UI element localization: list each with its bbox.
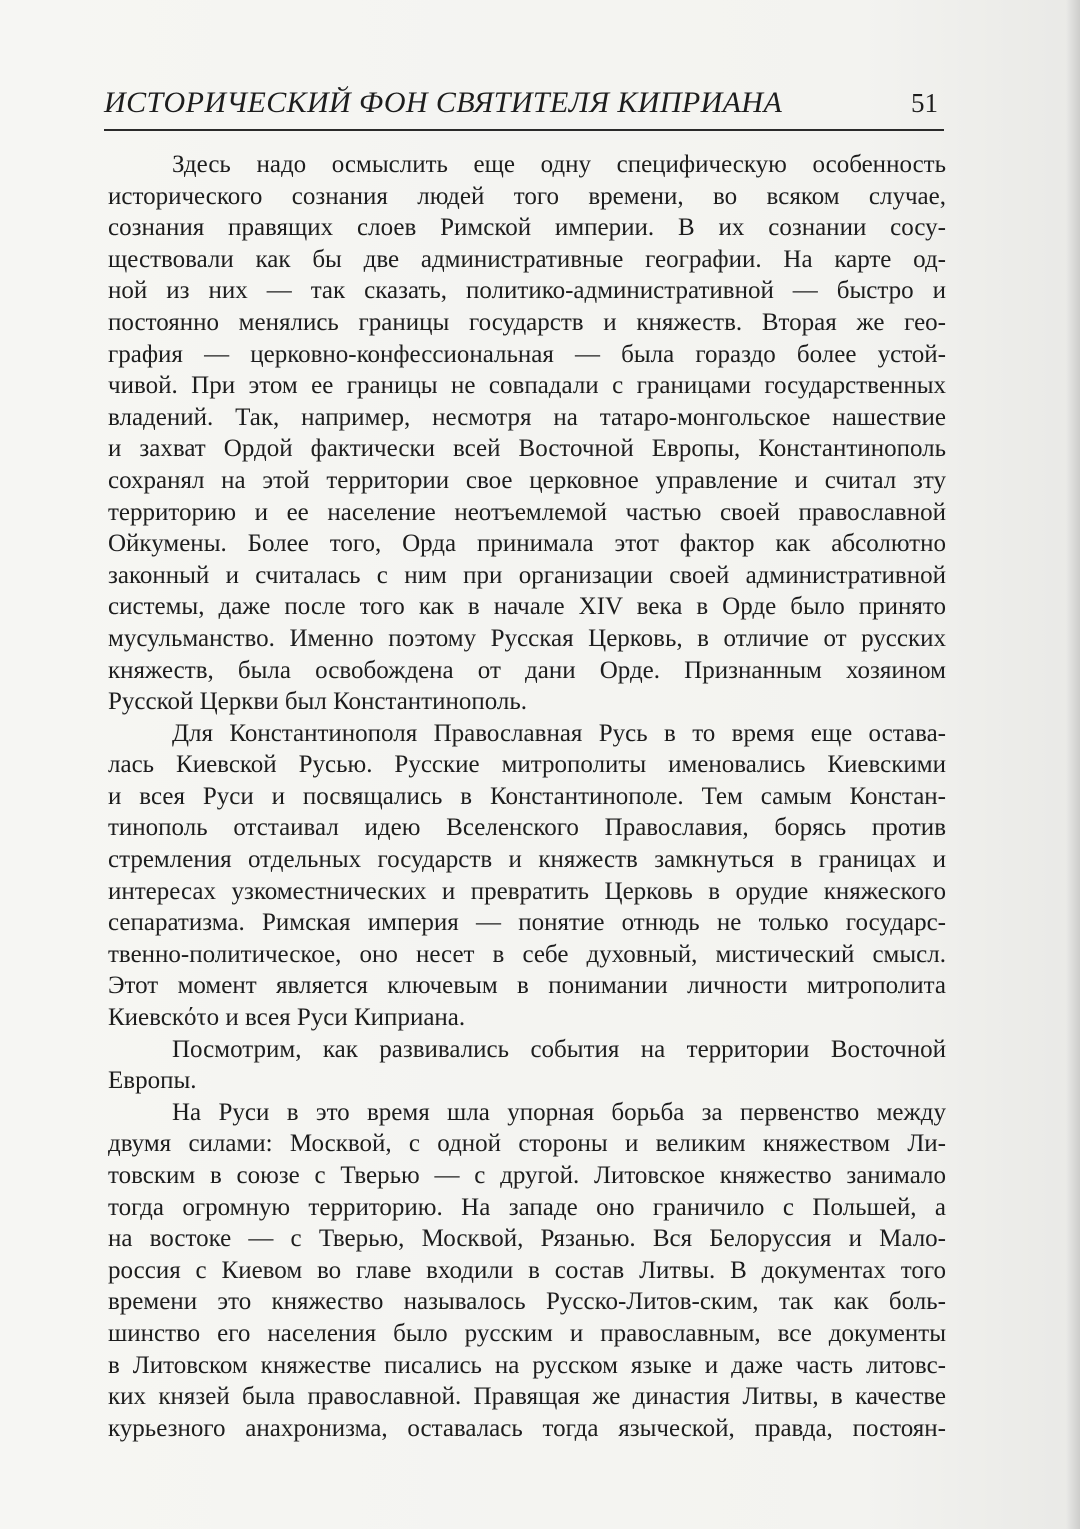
text-line: твенно-политическое, оно несет в себе духовный, мистический смысл.: [108, 940, 946, 968]
text-line: в Литовском княжестве писались на русском языке и даже часть литовс-: [108, 1351, 946, 1379]
text-line: территорию и ее население неотъемлемой частью своей православной: [108, 498, 946, 526]
page-number: 51: [911, 88, 938, 118]
text-line: системы, даже после того как в начале XIV века в Орде было принято: [108, 593, 946, 621]
text-line: и захват Ордой фактически всей Восточной Европы, Константинополь: [108, 435, 946, 463]
text-line: интересах узкоместнических и превратить Церковь в орудие княжеского: [108, 877, 946, 905]
text-line: сохранял на этой территории свое церковное управление и считал зту: [108, 466, 946, 494]
header-rule: [104, 129, 944, 131]
text-line: лась Киевской Русью. Русские митрополиты именовались Киевскими: [108, 751, 946, 779]
text-line: шинство его населения было русским и православным, все документы: [108, 1319, 946, 1347]
text-line: тогда огромную территорию. На западе оно граничило с Польшей, а: [108, 1193, 946, 1221]
text-line: графия — церковно-конфессиональная — была гораздо более устой-: [108, 340, 946, 368]
text-line: сепаратизма. Римская империя — понятие отнюдь не только государс-: [108, 909, 946, 937]
text-line: товским в союзе с Тверью — с другой. Литовское княжество занимало: [108, 1162, 946, 1189]
text-line: владений. Так, например, несмотря на татаро-монгольское нашествие: [108, 403, 946, 431]
text-line: Европы.: [108, 1067, 197, 1095]
text-line: Ойкумены. Более того, Орда принимала этот фактор как абсолютно: [108, 530, 946, 558]
text-line: ществовали как бы две административные географии. На карте од-: [108, 245, 946, 273]
text-line: россия с Киевом во главе входили в состав Литвы. В документах того: [108, 1256, 946, 1284]
running-header: [104, 86, 944, 130]
text-line: курьезного анахронизма, оставалась тогда языческой, правда, постоян-: [108, 1414, 946, 1442]
page-edge-shadow: [1066, 0, 1080, 1529]
text-line: Этот момент является ключевым в понимании личности митрополита: [108, 972, 946, 1000]
text-line: чивой. При этом ее границы не совпадали с границами государственных: [108, 372, 946, 400]
text-line: тинополь отстаивал идею Вселенского Православия, борясь против: [108, 814, 946, 842]
text-line: сознания правящих слоев Римской империи. В их сознании сосу-: [108, 214, 946, 242]
text-line: Здесь надо осмыслить еще одну специфическую особенность: [172, 151, 946, 178]
text-line: На Руси в это время шла упорная борьба за первенство между: [172, 1098, 946, 1126]
text-line: постоянно менялись границы государств и княжеств. Вторая же гео-: [108, 308, 946, 336]
body-text: [108, 149, 946, 1444]
text-line: мусульманство. Именно поэтому Русская Церковь, в отличие от русских: [108, 624, 946, 652]
text-line: и всея Руси и посвящались в Константинополе. Тем самым Констан-: [108, 782, 946, 810]
text-line: княжеств, была освобождена от дани Орде. Признанным хозяином: [108, 656, 946, 684]
text-line: стремления отдельных государств и княжеств замкнуться в границах и: [108, 846, 946, 874]
text-line: Киевскότο и всея Руси Киприана.: [108, 1004, 466, 1032]
text-line: двумя силами: Москвой, с одной стороны и великим княжеством Ли-: [108, 1130, 946, 1158]
text-line: ной из них — так сказать, политико-административной — быстро и: [108, 277, 946, 305]
running-title: ИСТОРИЧЕСКИЙ ФОН СВЯТИТЕЛЯ КИПРИАНА: [104, 86, 783, 119]
text-line: Посмотрим, как развивались события на территории Восточной: [172, 1035, 946, 1063]
text-line: ких князей была православной. Правящая же династия Литвы, в качестве: [108, 1383, 946, 1411]
text-line: исторического сознания людей того времени, во всяком случае,: [108, 182, 946, 210]
text-line: времени это княжество называлось Русско-Литов-ским, так как боль-: [108, 1288, 946, 1316]
text-line: законный и считалась с ним при организации своей административной: [108, 561, 946, 589]
text-line: Для Константинополя Православная Русь в то время еще остава-: [172, 719, 946, 747]
text-line: на востоке — с Тверью, Москвой, Рязанью. Вся Белоруссия и Мало-: [108, 1225, 946, 1253]
text-line: Русской Церкви был Константинополь.: [108, 688, 528, 716]
